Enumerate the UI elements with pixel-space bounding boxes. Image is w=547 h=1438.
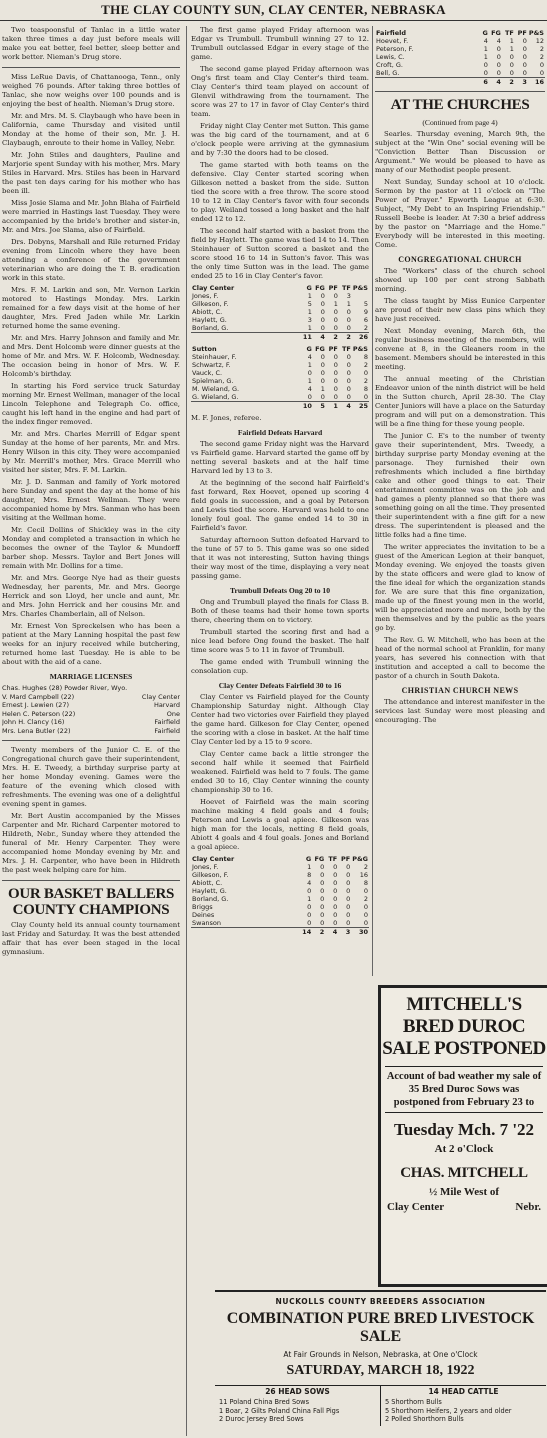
paragraph: Mr. Bert Austin accompanied by the Misses Carpenter and Mr. Richard Carpenter motored to Hildreth, Nebr., Sunday where they attended the funeral of Mr. Henry Carpenter. They were accompanied home Monday evening by Mr. and Mrs. J. H. Carpenter, who have been in Hildreth the past week helping care for him. — [2, 812, 180, 874]
subheading: Clay Center Defeats Fairfield 30 to 16 — [218, 681, 342, 690]
box-score-clay-center: Clay Center G FG PF TF P&S Jones, F. 1 0 0 3 Gilkeson, F. 5 0 1 1 5 Abiott, C. 1 0 0 0 9 Haylett, G. 3 0 0 0 6 Borland, G. 1 0 0 0 2 11 4 2 2 26 — [192, 284, 368, 341]
table-row: Haylett, G. 3 0 0 0 6 — [192, 316, 368, 324]
table-row: Gilkeson, F. 8 0 0 0 16 — [192, 871, 368, 879]
churches-headline: AT THE CHURCHES — [390, 97, 530, 113]
table-row: Swanson 0 0 0 0 0 — [192, 919, 368, 927]
paragraph: The Rev. G. W. Mitchell, who has been at the head of the normal school at Franklin, for many years, has severed his connection with that institution and accepted a call to become the pastor of a church in South Dakota. — [375, 636, 545, 680]
licenses-heading: MARRIAGE LICENSES — [49, 672, 133, 681]
paragraph: Mr. and Mrs. Charles Merrill of Edgar spent Sunday at the home of her parents, Mr. and Mrs. Henry Wilson in this city. They were accompanied by Mr. Merrill's mother, Mrs. Grace Merrill who visited her sister, Mrs. F. M. Larkin. — [2, 430, 180, 474]
advertisement-duroc-sale — [378, 985, 547, 1287]
table-row: Bell, G. 0 0 0 0 0 — [376, 69, 544, 77]
paragraph: Ong and Trumbull played the finals for Class B. Both of these teams had their home town sports there, cheering them on to victory. — [191, 598, 369, 624]
license-row: John H. Clancy (16) Fairfield — [2, 718, 180, 726]
ad-town: Clay Center Nebr. — [387, 1201, 541, 1213]
ad-date: SATURDAY, MARCH 18, 1922 — [286, 1363, 475, 1378]
paragraph: Mrs. F. M. Larkin and son, Mr. Vernon Larkin motored to Hastings Monday. Mrs. Larkin remained for a few days visit at the home of her daughter, Mrs. Fred Jaden while Mr. Larkin returned home the same evening. — [2, 286, 180, 330]
paragraph: Twenty members of the Junior C. E. of the Congregational church gave their superintendent, Mrs. H. E. Tweedy, a birthday surprise party at her home Monday evening. Games were the feature of the evening which closed with refreshments. The evening was one of a delightful evening spent in games. — [2, 746, 180, 808]
paragraph: Friday night Clay Center met Sutton. This game was the big card of the tournament, and at 6 o'clock people were arriving at the gymnasium and by 7:30 the doors had to be closed. — [191, 122, 369, 157]
box-score-fairfield: Fairfield G FG TF PF P&S Hoevet, F. 4 4 1 0 12 Peterson, F. 1 0 1 0 2 Lewis, C. 1 0 0 0 2 Croft, G. 0 0 0 0 0 Bell, G. 0 0 0 0 0 6 4 2 3 16 — [376, 29, 544, 86]
license-row: V. Mard Campbell (22) Clay Center — [2, 692, 180, 701]
continued-note: (Continued from page 4) — [422, 118, 498, 127]
paragraph: Mr. and Mrs. George Nye had as their guests Wednesday, her parents, Mr. and Mrs. George Herrick and son Lloyd, her uncle and aunt, Mr. and Mrs. John Herrick and her cousins Mr. and Mrs. Charles Chamberlain, all of Nelson. — [2, 574, 180, 618]
ad-listing — [215, 1385, 546, 1426]
paragraph: In starting his Ford service truck Saturday morning Mr. Ernest Wellman, manager of the local Lincoln Telephone and Telegraph Co. office, caught his left hand in the engine and had part of the index finger removed. — [2, 382, 180, 426]
licenses-list — [2, 684, 180, 735]
license-row: Mrs. Lena Butler (22) Fairfield — [2, 726, 180, 735]
column-rule — [186, 26, 187, 1436]
ad-date: Tuesday Mch. 7 '22 — [393, 1120, 535, 1139]
paragraph: Mr. and Mrs. Harry Johnson and family and Mr. and Mrs. Dent Holcomb were dinner guests at the home of Mr. and Mrs. W. F. Holcomb, Wednesday. The occasion being in honor of Mrs. W. F. Holcomb's birthday. — [2, 334, 180, 378]
subheading: Fairfield Defeats Harvard — [237, 428, 323, 437]
list-item: 1 Boar, 2 Gilts Poland China Fall Pigs — [219, 1406, 340, 1415]
table-row: Deines 0 0 0 0 0 — [192, 911, 368, 919]
paragraph: The writer appreciates the invitation to be a guest of the American Legion at their banquet, Monday evening. We enjoyed the toasts given by the state officers and were glad to know of the fine ideal for which the organization stands for. We are sure that this fine organization, made up of the finest young men in the world, will be appreciated more and more, both by the men themselves and by the public as the years go by. — [375, 543, 545, 632]
paragraph: The attendance and interest manifester in the services last Sunday were most pleasing and encouraging. The — [375, 698, 545, 724]
box-score-sutton: Sutton G FG PF TF P&S Steinhauer, F. 4 0 0 0 8 Schwartz, F. 1 0 0 0 2 Vauck, C. 0 0 0 0 0 Spielman, G. 1 0 0 0 2 M. Wieland, G. 4 1 0 0 8 G. Wieland, G. 0 0 0 0 0 10 5 1 4 25 — [192, 345, 368, 410]
team-name: Clay Center — [192, 855, 235, 863]
column-left — [2, 26, 180, 1396]
paragraph: Mr. Ernest Von Spreckelsen who has been a patient at the Mary Lanning hospital the past few weeks for an injury received while butchering, returned home last Tuesday. He is able to be about with the aid of a cane. — [2, 622, 180, 666]
paragraph: Trumbull started the scoring first and had a nice lead before Ong found the basket. The half time score was 5 to 11 in favor of Trumbull. — [191, 628, 369, 654]
referee-line: M. F. Jones, referee. — [191, 414, 262, 422]
paragraph: Two teaspoonsful of Tanlac in a little water taken three times a day just before meals will make you eat better, feel better, sleep better and work better. Nieman's Drug store. — [2, 26, 180, 61]
advertisement-livestock-sale — [215, 1290, 546, 1438]
column-right — [375, 26, 545, 946]
list-item: 5 Shorthorn Bulls — [385, 1398, 442, 1407]
ad-association: NUCKOLLS COUNTY BREEDERS ASSOCIATION — [275, 1297, 486, 1306]
table-row: Briggs 0 0 0 0 0 — [192, 903, 368, 911]
table-row: Lewis, C. 1 0 0 0 2 — [376, 53, 544, 61]
table-row: Abiott, C. 1 0 0 0 9 — [192, 308, 368, 316]
divider — [2, 67, 180, 68]
paragraph: Clay County held its annual county tournament last Friday and Saturday. It was the best attended affair that has ever been staged in the local gymnasium. — [2, 921, 180, 956]
ad-time: At 2 o'Clock — [434, 1143, 494, 1155]
paragraph: The game ended with Trumbull winning the consolation cup. — [191, 658, 369, 675]
paragraph: Mr. Cecil Dollins of Shickley was in the city Monday and completed a transaction in which he becomes the owner of the Taylor & Mundorff barber shop. Messrs. Taylor and Bert Jones will remain with Mr. Dollins for a time. — [2, 526, 180, 570]
ad-cattle-section: 14 HEAD CATTLE 5 Shorthorn Bulls 5 Shorthorn Heifers, 2 years and older 2 Polled Shorthorn Bulls — [381, 1386, 546, 1426]
subheading: Trumbull Defeats Ong 20 to 10 — [229, 586, 331, 595]
ad-title: MITCHELL'S BRED DUROC SALE POSTPONED — [382, 994, 546, 1059]
table-row: G. Wieland, G. 0 0 0 0 0 — [192, 393, 368, 401]
license-row: Chas. Hughes (28) Powder River, Wyo. — [2, 684, 128, 692]
divider — [375, 91, 545, 92]
paragraph: Hoevet of Fairfield was the main scoring machine making 4 field goals and 4 fouls; Peterson and Lewis a goal apiece. Gilkeson was high man for the locals, netting 8 field goals, Abiott 4 goals and 4 foul goals. Jones and Borland a goal apiece. — [191, 798, 369, 851]
table-row: Schwartz, F. 1 0 0 0 2 — [192, 361, 368, 369]
box-score-clay-center-final: Clay Center G FG TF PF P&G Jones, F. 1 0 0 0 2 Gilkeson, F. 8 0 0 0 16 Abiott, C. 4 0 0 0 8 Haylett, G. 0 0 0 0 0 Borland, G. 1 0 0 0 2 Briggs 0 0 0 0 0 Deines 0 0 0 0 0 Swanson 0 0 0 0 0 14 2 4 3 30 — [192, 855, 368, 936]
ad-location: ½ Mile West of — [428, 1186, 500, 1198]
list-item: 2 Duroc Jersey Bred Sows — [219, 1415, 304, 1424]
table-row: Borland, G. 1 0 0 0 2 — [192, 895, 368, 903]
table-row: Gilkeson, F. 5 0 1 1 5 — [192, 300, 368, 308]
table-row: Peterson, F. 1 0 1 0 2 — [376, 45, 544, 53]
team-name: Clay Center — [192, 284, 235, 292]
table-total-row: 11 4 2 2 26 — [191, 333, 369, 342]
paragraph: The Junior C. E's to the number of twenty gave their superintendent, Mrs. Tweedy, a birthday surprise party Monday evening at the parsonage. They furnished their own refreshments which included a fine birthday cake and other good things to eat. Their entertainment committee was on the job and had games a plenty planned so that there was something going on all the time. They presented their superintendent with a fine gift for a new dress. The superintendent is pleased and the little folks had a fine time. — [375, 432, 545, 539]
paragraph: The first game played Friday afternoon was Edgar vs Trumbull. Trumbull winning 27 to 12. Trumbull outclassed Edgar in every stage of the game. — [191, 26, 369, 61]
table-row: Abiott, C. 4 0 0 0 8 — [192, 879, 368, 887]
table-row: Hoevet, F. 4 4 1 0 12 — [376, 37, 544, 45]
paragraph: The "Workers" class of the church school showed up 100 per cent strong Sabbath morning. — [375, 267, 545, 293]
masthead: THE CLAY COUNTY SUN, CLAY CENTER, NEBRASKA — [0, 0, 547, 21]
license-row: Ernest J. Lewien (27) Harvard — [2, 701, 180, 709]
paragraph: The second game Friday night was the Harvard vs Fairfield game. Harvard started the game off by netting several baskets and at the half time Harvard led by 13 to 3. — [191, 440, 369, 475]
team-name: Sutton — [192, 345, 217, 353]
paragraph: The second game played Friday afternoon was Ong's first team and Clay Center's third team. Clay Center's third team played on account of Glenvil withdrawing from the tournament. The score was 27 to 17 in favor of Clay Center's third team. — [191, 65, 369, 118]
table-row: Haylett, G. 0 0 0 0 0 — [192, 887, 368, 895]
paragraph: Mr. John Stiles and daughters, Pauline and Marjorie spent Sunday with his mother, Mrs. Mary Stiles in Harvard. Mrs. Stiles has been in Harvard the past ten days caring for his mother who has been ill. — [2, 151, 180, 195]
paragraph: Next Sunday, Sunday school at 10 o'clock. Sermon by the pastor at 11 o'clock on "The Power of Prayer." Epworth League at 6:30. Subject, "My Debt to an Inspiring Friendship." Russell Beebe is leader. At 7:30 a brief address by the pastor on "Marriage and the Home." Everybody will be interested in this meeting. Come. — [375, 178, 545, 249]
table-row: Jones, F. 1 0 0 0 2 — [192, 863, 368, 871]
paragraph: The annual meeting of the Christian Endeavor union of the ninth district will be held in the Sutton church, April 28-30. The Clay Center Juniors will have a place on the Saturday program and will put on a demonstration. This will be a fine thing for these young people. — [375, 375, 545, 428]
paragraph: Searles. Thursday evening, March 9th, the subject at the "Win One" social evening will be "Conviction Better Than Discussion or Argument." We would be pleased to have as many of our Methodist people present. — [375, 130, 545, 174]
paragraph: Clay Center came back a little stronger the second half while it seemed that Fairfield weakened. Fairfield was held to 7 fouls. The game ended 30 to 16, Clay Center winning the county championship 30 to 16. — [191, 750, 369, 794]
team-name: Fairfield — [376, 29, 406, 37]
paragraph: Drs. Dobyns, Marshall and Rile returned Friday evening from Lincoln where they have been attending a conference of the government veterinarian who are doing the T. B. eradication work in this state. — [2, 238, 180, 282]
paragraph: The class taught by Miss Eunice Carpenter are proud of their new class pins which they have just received. — [375, 297, 545, 323]
paragraph: Clay Center vs Fairfield played for the County Championship Saturday night. Although Clay Center had two victories over Fairfield they played the game hard. Gilkeson for Clay Center, opened the scoring with a close in basket. At the half time Clay Center led by a 15 to 9 score. — [191, 693, 369, 746]
list-item: 2 Polled Shorthorn Bulls — [385, 1415, 464, 1424]
paragraph: Mr. J. D. Sanman and family of York motored here Sunday and spent the day at the home of his daughter, Mrs. Ernest Wellman. They were accompanied home by Mrs. Sanman who has been visiting at the Wellman home. — [2, 478, 180, 522]
table-row: Jones, F. 1 0 0 3 — [192, 292, 351, 300]
table-row: Spielman, G. 1 0 0 0 2 — [192, 377, 368, 385]
column-middle — [191, 26, 369, 1022]
table-total-row: 6 4 2 3 16 — [375, 78, 545, 87]
divider — [2, 880, 180, 881]
table-row: M. Wieland, G. 4 1 0 0 8 — [192, 385, 368, 393]
subheading: CHRISTIAN CHURCH NEWS — [401, 686, 519, 695]
table-row: Borland, G. 1 0 0 0 2 — [192, 324, 368, 332]
ad-body: Account of bad weather my sale of 35 Bred Duroc Sows was postponed from February 23 to — [385, 1066, 543, 1113]
column-rule — [372, 26, 373, 976]
paragraph: Saturday afternoon Sutton defeated Harvard to the tune of 57 to 5. This game was so one sided that it was not interesting, Sutton having things their way most of the time, displaying a very neat passing game. — [191, 536, 369, 580]
champions-headline: OUR BASKET BALLERS COUNTY CHAMPIONS — [7, 886, 175, 918]
paragraph: The second half started with a basket from the field by Haylett. The game was tied 14 to 14. Then Steinhauer of Sutton scored a basket and the score stood 16 to 14 in Sutton's favor. This was the only time Sutton was in the lead. The game ended 25 to 16 in Clay Center's favor. — [191, 227, 369, 280]
ad-seller-name: CHAS. MITCHELL — [400, 1165, 528, 1181]
list-item: 11 Poland China Bred Sows — [219, 1398, 310, 1407]
license-row: Helen C. Peterson (22) One — [2, 709, 180, 718]
ad-location: At Fair Grounds in Nelson, Nebraska, at One o'Clock — [283, 1350, 478, 1359]
ad-sows-section: 26 HEAD SOWS 11 Poland China Bred Sows 1 Boar, 2 Gilts Poland China Fall Pigs 2 Duroc Jersey Bred Sows — [215, 1386, 381, 1426]
subheading: CONGREGATIONAL CHURCH — [398, 255, 522, 264]
table-total-row: 14 2 4 3 30 — [191, 928, 369, 937]
paragraph: Next Monday evening, March 6th, the regular business meeting of the members, will convene at 8, in the Gleaners room in the basement. Members should be interested in this meeting. — [375, 327, 545, 371]
paragraph: At the beginning of the second half Fairfield's fast forward, Rex Hoevet, opened up scoring 4 field goals in succession, and a goal by Peterson and Lewis tied the score. Harvard was held to one lonely foul goal. The game ended 14 to 30 in Fairfield's favor. — [191, 479, 369, 532]
table-row: Steinhauer, F. 4 0 0 0 8 — [192, 353, 368, 361]
paragraph: Mr. and Mrs. M. S. Claybaugh who have been in California, came Thursday and visited until Monday at the home of their son, Mr. J. H. Claybaugh, enroute to their home in Valley, Nebr. — [2, 112, 180, 147]
paragraph: The game started with both teams on the defensive. Clay Center started scoring when Gilkeson netted a basket from the side. Sutton tied the score with a free throw. The score stood 10 to 12 in Clay Center's favor with four seconds to play. Weiland tossed a long basket and the half ended 12 to 12. — [191, 161, 369, 223]
ad-title: COMBINATION PURE BRED LIVESTOCK SALE — [226, 1310, 535, 1345]
table-row: Vauck, C. 0 0 0 0 0 — [192, 369, 368, 377]
paragraph: Miss LeRue Davis, of Chattanooga, Tenn., only weighed 76 pounds. After taking three bottles of Tanlac, she now weighs over 100 pounds and is enjoying the best of health. Nieman's Drug store. — [2, 73, 180, 108]
list-item: 5 Shorthorn Heifers, 2 years and older — [385, 1406, 512, 1415]
table-row: Croft, G. 0 0 0 0 0 — [376, 61, 544, 69]
paragraph: Miss Josie Slama and Mr. John Blaha of Fairfield were married in Hastings last Tuesday. They were accompanied by the bride's brother and sister-in, Mr. and Mrs. Joe Slama, also of Fairfield. — [2, 199, 180, 234]
table-total-row: 10 5 1 4 25 — [191, 402, 369, 411]
divider — [2, 740, 180, 741]
